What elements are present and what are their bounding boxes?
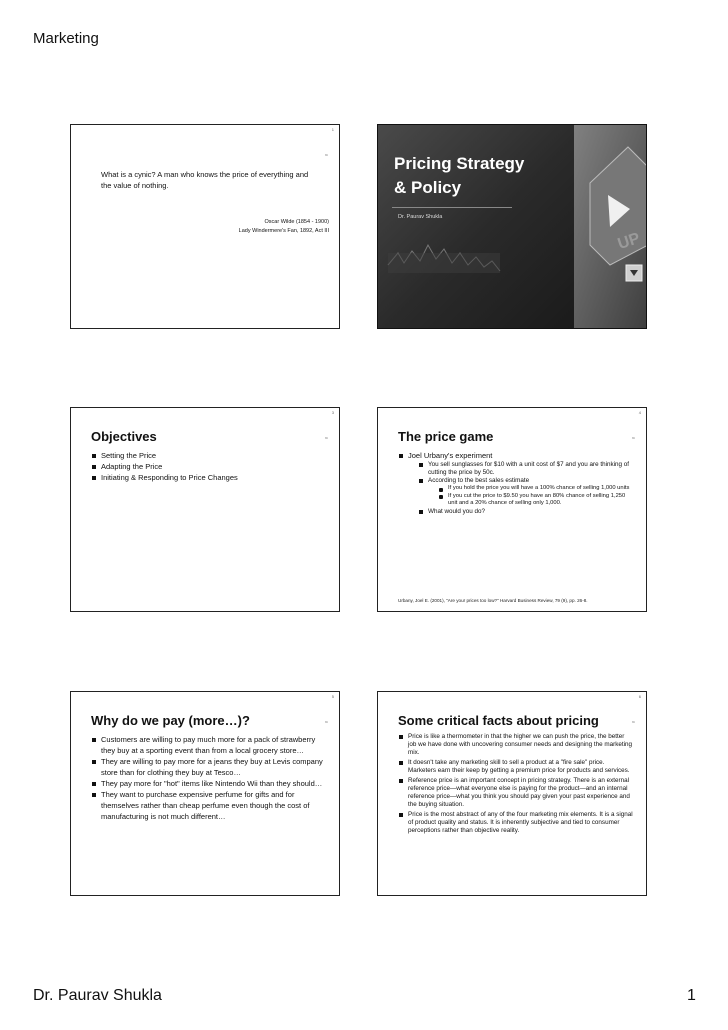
- slide-number: 4: [638, 410, 641, 415]
- page-header: Marketing: [33, 30, 99, 47]
- why-pay-list: [91, 734, 325, 822]
- slide-6: [377, 691, 647, 896]
- up-label: UP: [615, 230, 643, 254]
- slide-4: [377, 407, 647, 612]
- sub-list-item-text: According to the best sales estimate: [428, 477, 530, 484]
- slide-number: 6: [638, 694, 641, 699]
- list-item: Setting the Price: [91, 450, 329, 461]
- slide-number: 5: [331, 694, 334, 699]
- list-item: [398, 450, 636, 516]
- presentation-title: [394, 152, 524, 200]
- slide-title: Why do we pay (more…)?: [91, 713, 250, 728]
- slide-3: [70, 407, 340, 612]
- sub-sub-list: [428, 485, 636, 508]
- slide-title: Objectives: [91, 429, 157, 444]
- reference-note: Urbany, Joel E. (2001), "Are your prices too low?" Harvard Business Review, 79 (9), pp. 26-8.: [398, 598, 588, 603]
- price-game-list: [398, 450, 636, 516]
- slide-mark-icon: ₘ: [324, 435, 328, 441]
- slide-mark-icon: ₘ: [324, 719, 328, 725]
- presentation-author: Dr. Paurav Shukla: [398, 214, 443, 220]
- quote-text: What is a cynic? A man who knows the price of everything and the value of nothing.: [101, 170, 309, 190]
- objectives-list: [91, 450, 329, 483]
- quote-attribution: [239, 218, 329, 236]
- slide-number: 1: [331, 127, 334, 132]
- attribution-author: Oscar Wilde (1854 - 1900): [264, 219, 329, 225]
- list-item: They are willing to pay more for a jeans they buy at Levis company store than for clothing they buy at Tesco…: [91, 756, 325, 778]
- list-item: They want to purchase expensive perfume for gifts and for themselves rather than cheap perfume even though the cost of manufacturing is not much different…: [91, 789, 325, 822]
- slide-mark-icon: ₘ: [631, 719, 635, 725]
- attribution-source: Lady Windermere's Fan, 1892, Act III: [238, 228, 329, 234]
- slide-2-title: [377, 124, 647, 329]
- sub-sub-list-item: If you cut the price to $9.50 you have an 80% chance of selling 1,250 unit and a 20% chance of selling only 1,000.: [438, 493, 636, 508]
- list-item: Price is like a thermometer in that the higher we can push the price, the better job we have done with uncovering consumer needs and designing the marketing mix.: [398, 733, 634, 757]
- list-item: Initiating & Responding to Price Changes: [91, 472, 329, 483]
- list-item: Adapting the Price: [91, 461, 329, 472]
- page-number: 1: [687, 987, 696, 1004]
- title-line-2: & Policy: [394, 178, 462, 197]
- list-item: It doesn't take any marketing skill to sell a product at a "fire sale" price. Marketers earn their keep by getting a premium price for products and services.: [398, 759, 634, 775]
- title-divider: [392, 207, 512, 208]
- slide-title: The price game: [398, 429, 494, 444]
- slide-1: [70, 124, 340, 329]
- list-item: Customers are willing to pay much more for a pack of strawberry they buy at a sporting event than from a local grocery store…: [91, 734, 325, 756]
- slide-title: Some critical facts about pricing: [398, 713, 599, 728]
- sub-list-item: What would you do?: [418, 508, 636, 516]
- list-item-text: Joel Urbany's experiment: [408, 451, 493, 460]
- title-line-1: Pricing Strategy: [394, 154, 525, 173]
- slide-5: [70, 691, 340, 896]
- slide-mark-icon: ₘ: [324, 152, 328, 158]
- sub-list-item: [418, 477, 636, 508]
- list-item: They pay more for "hot" items like Nintendo Wii than they should…: [91, 778, 325, 789]
- footer-author: Dr. Paurav Shukla: [33, 987, 162, 1004]
- slide-mark-icon: ₘ: [631, 435, 635, 441]
- slide-number: 3: [331, 410, 334, 415]
- critical-facts-list: [398, 733, 634, 835]
- sub-list: [408, 461, 636, 516]
- list-item: Price is the most abstract of any of the four marketing mix elements. It is a signal of product quality and status. It is inherently subjective and tied to consumer perceptions rather than objective reality.: [398, 811, 634, 835]
- list-item: Reference price is an important concept in pricing strategy. There is an external reference price—what everyone else is paying for the product—and an internal reference price—what you think you should pay given your past experience and the buying situation.: [398, 777, 634, 809]
- sub-sub-list-item: If you hold the price you will have a 100% chance of selling 1,000 units: [438, 485, 636, 493]
- sub-list-item: You sell sunglasses for $10 with a unit cost of $7 and you are thinking of cutting the price by 50c.: [418, 461, 636, 477]
